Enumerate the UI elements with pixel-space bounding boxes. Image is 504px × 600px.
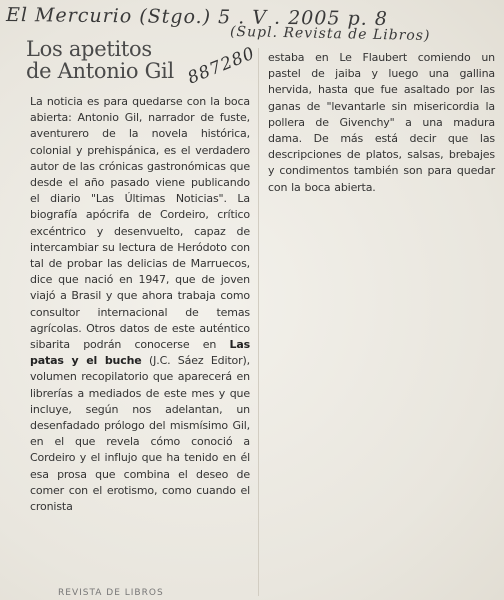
article-title — [26, 38, 250, 82]
book-title: Las patas y el buche — [30, 338, 250, 368]
title-line-2: de Antonio Gil — [26, 59, 174, 83]
title-line-1: Los apetitos — [26, 37, 152, 61]
body-text-segment-1: La noticia es para quedarse con la boca abierta: Antonio Gil, narrador de fuste, aventurero de la novela histórica, colonial y prehispánica, es el verdadero autor de las crónicas gastronómicas que desde el año pasado viene publicando el diario "Las Últimas Noticias". La biografía apócrifa de Cordeiro, crítico excéntrico y desenvuelto, capaz de intercambiar su lectura de Heródoto con tal de probar las delicias de Marruecos, dice que nació en 1947, que de joven viajó a Brasil y que ahora trabaja como consultor internacional de temas agrícolas. Otros datos de este auténtico sibarita podrán conocerse en — [30, 95, 250, 352]
article-column-right — [268, 50, 495, 196]
article-body-right: estaba en Le Flaubert comiendo un pastel de jaiba y luego una gallina hervida, hasta que fue asaltado por las ganas de "levantarle sin misericordia la pollera de Givenchy" a una madura dama. De más está decir que las descripciones de platos, salsas, brebajes y condimentos también son para quedar con la boca abierta. — [268, 51, 495, 194]
archive-id-number: 887280 — [184, 43, 259, 89]
footer-fragment: REVISTA DE LIBROS — [58, 588, 164, 598]
annotation-supplement: (Supl. Revista de Libros) — [229, 23, 431, 45]
article-body-left — [30, 94, 250, 515]
article-column-left — [22, 38, 250, 515]
annotation-source-date: El Mercurio (Stgo.) 5 . V . 2005 p. 8 — [5, 4, 388, 30]
column-divider — [258, 48, 259, 596]
body-text-segment-2: (J.C. Sáez Editor), volumen recopilatorio que aparecerá en librerías a mediados de este mes y que incluye, según nos adelantan, un desenfadado prólogo del mismísimo Gil, en el que revela cómo conoció a Cordeiro y el influjo que ha tenido en él esa prosa que combina el deseo de comer con el erotismo, como cuando el cronista — [30, 354, 250, 514]
